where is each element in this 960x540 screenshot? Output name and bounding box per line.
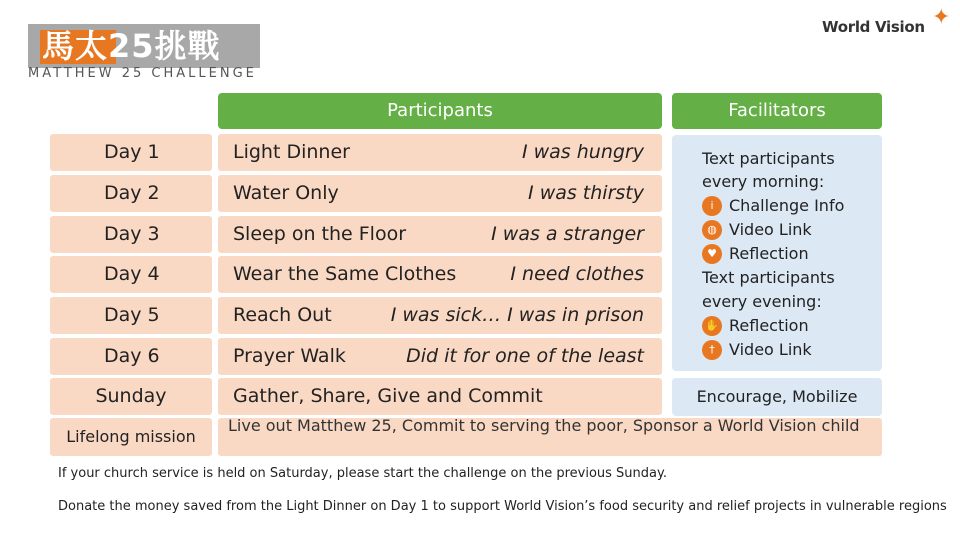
activity-row-6 xyxy=(218,338,662,375)
cross-icon: † xyxy=(702,340,722,360)
activity-row-3 xyxy=(218,216,662,253)
activity-label: Reach Out xyxy=(233,304,332,326)
activity-label: Water Only xyxy=(233,182,339,204)
scripture-quote: I need clothes xyxy=(510,263,644,285)
lifelong-mission-label: Lifelong mission xyxy=(50,418,212,456)
day-label-1: Day 1 xyxy=(50,134,212,171)
morning-instruction-line2: every morning: xyxy=(702,172,825,191)
evening-item-video-link: Video Link xyxy=(729,340,812,359)
challenge-logo-title: 馬太25挑戰 xyxy=(42,27,221,65)
world-vision-logo xyxy=(822,5,952,40)
heart-icon: ♥ xyxy=(702,244,722,264)
activity-row-2 xyxy=(218,175,662,212)
evening-instruction-line2: every evening: xyxy=(702,292,822,311)
world-vision-star-icon: ✦ xyxy=(932,5,951,30)
scripture-quote: I was hungry xyxy=(521,141,644,163)
scripture-quote: I was sick… I was in prison xyxy=(390,304,644,326)
participants-header: Participants xyxy=(218,93,662,129)
scripture-quote: Did it for one of the least xyxy=(406,345,644,367)
day-label-2: Day 2 xyxy=(50,175,212,212)
facilitators-panel xyxy=(672,135,882,371)
day-label-6: Day 6 xyxy=(50,338,212,375)
hand-icon: ✋ xyxy=(702,316,722,336)
morning-item-video-link: Video Link xyxy=(729,220,812,239)
activity-label: Prayer Walk xyxy=(233,345,346,367)
activity-label: Sleep on the Floor xyxy=(233,223,407,245)
info-icon: i xyxy=(702,196,722,216)
saturday-note: If your church service is held on Saturday, please start the challenge on the previous Sunday. xyxy=(58,466,667,481)
facilitators-header: Facilitators xyxy=(672,93,882,129)
day-label-5: Day 5 xyxy=(50,297,212,334)
donation-note: Donate the money saved from the Light Dinner on Day 1 to support World Vision’s food security and relief projects in vulnerable regions xyxy=(58,499,947,514)
encourage-mobilize-label: Encourage, Mobilize xyxy=(672,378,882,416)
morning-item-challenge-info: Challenge Info xyxy=(729,196,845,215)
morning-item-reflection: Reflection xyxy=(729,244,809,263)
morning-instruction-line1: Text participants xyxy=(702,149,835,168)
activity-row-4 xyxy=(218,256,662,293)
scripture-quote: I was a stranger xyxy=(491,223,644,245)
activity-row-sunday xyxy=(218,378,662,415)
evening-instruction-line1: Text participants xyxy=(702,268,835,287)
day-label-sunday: Sunday xyxy=(50,378,212,415)
challenge-logo-subtitle: MATTHEW 25 CHALLENGE xyxy=(28,66,257,81)
lifelong-mission-row xyxy=(218,418,882,456)
world-vision-wordmark: World Vision xyxy=(822,18,925,36)
activity-row-5 xyxy=(218,297,662,334)
activity-label: Gather, Share, Give and Commit xyxy=(233,385,543,407)
activity-label: Wear the Same Clothes xyxy=(233,263,457,285)
evening-item-reflection: Reflection xyxy=(729,316,809,335)
scripture-quote: I was thirsty xyxy=(528,182,644,204)
activity-label: Light Dinner xyxy=(233,141,350,163)
lifelong-mission-text: Live out Matthew 25, Commit to serving the poor, Sponsor a World Vision child xyxy=(228,416,860,435)
day-label-4: Day 4 xyxy=(50,256,212,293)
globe-icon: ◍ xyxy=(702,220,722,240)
day-label-3: Day 3 xyxy=(50,216,212,253)
activity-row-1 xyxy=(218,134,662,171)
